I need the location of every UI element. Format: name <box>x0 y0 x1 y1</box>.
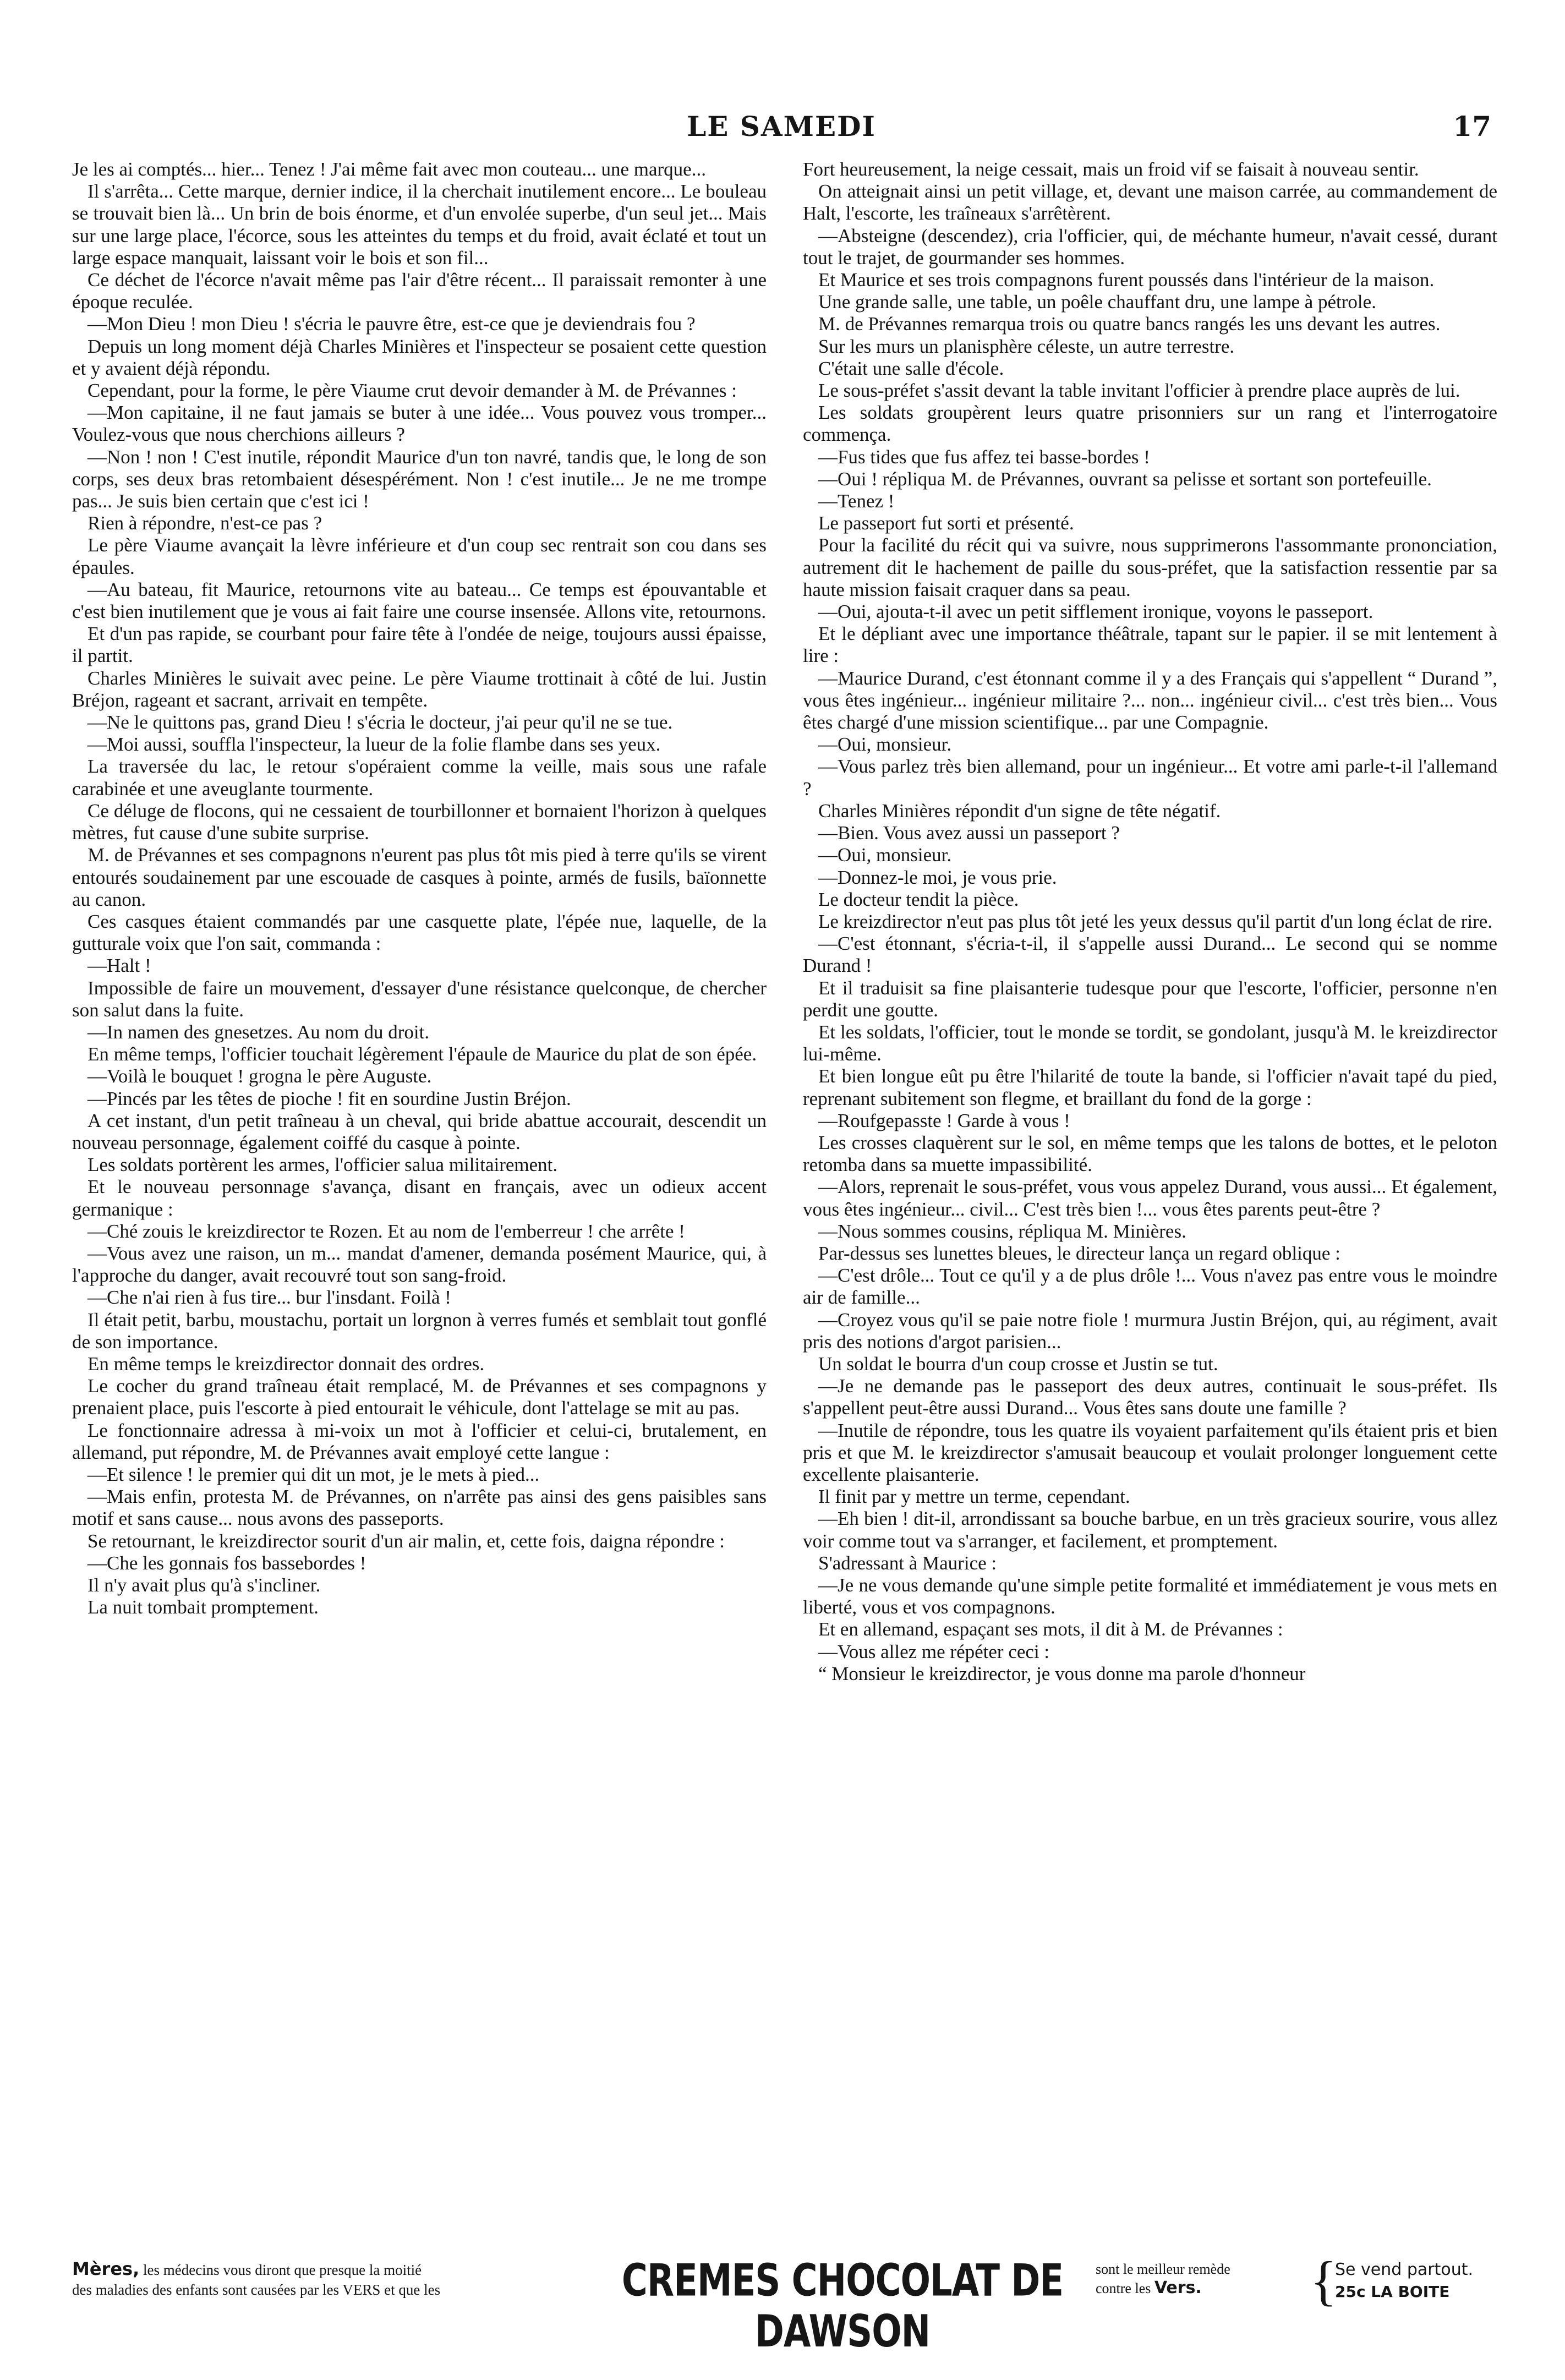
article-paragraph: Et Maurice et ses trois compagnons furent poussés dans l'intérieur de la maison. <box>818 269 1435 291</box>
article-paragraph: Cependant, pour la forme, le père Viaume crut devoir demander à M. de Prévannes : <box>87 380 737 402</box>
article-paragraph: Ce déluge de flocons, qui ne cessaient de tourbillonner et bornaient l'horizon à quelques mètres, fut cause d'une subite surprise. <box>72 800 767 844</box>
newspaper-title: LE SAMEDI <box>687 110 876 143</box>
article-paragraph: —Che n'ai rien à fus tire... bur l'insdant. Foilà ! <box>87 1287 451 1309</box>
article-paragraph: —Au bateau, fit Maurice, retournons vite au bateau... Ce temps est épouvantable et c'est bien inutilement que je vous ai fait faire une course insensée. Allons vite, retournons. <box>72 578 767 623</box>
article-paragraph: Le cocher du grand traîneau était remplacé, M. de Prévannes et ses compagnons y prenaient place, puis l'escorte à pied entourait le véhicule, dont l'attelage se mit au pas. <box>72 1375 767 1419</box>
article-paragraph: —Oui ! répliqua M. de Prévannes, ouvrant sa pelisse et sortant son portefeuille. <box>818 468 1432 490</box>
article-paragraph: Et le dépliant avec une importance théâtrale, tapant sur le papier. il se mit lentement à lire : <box>803 623 1497 667</box>
article-paragraph: —Moi aussi, souffla l'inspecteur, la lueur de la folie flambe dans ses yeux. <box>87 734 661 756</box>
ad-mid-text <box>1096 2260 1310 2298</box>
ad-left-line-1: les médecins vous diront que presque la moitié <box>143 2262 422 2278</box>
article-paragraph: Le docteur tendit la pièce. <box>818 888 1019 910</box>
article-paragraph: A cet instant, d'un petit traîneau à un cheval, qui bride abattue accourait, descendit un nouveau personnage, également coiffé du casque à pointe. <box>72 1109 767 1153</box>
article-paragraph: —Roufgepasste ! Garde à vous ! <box>818 1109 1070 1131</box>
article-paragraph: —Inutile de répondre, tous les quatre ils voyaient parfaitement qu'ils étaient pris et bien pris et que M. le kreizdirector s'amusait beaucoup et voulait prolonger longuement cette excellente plaisanterie. <box>803 1419 1497 1485</box>
article-paragraph: Les crosses claquèrent sur le sol, en même temps que les talons de bottes, et le peloton retomba dans sa muette impassibilité. <box>803 1131 1497 1176</box>
article-paragraph: S'adressant à Maurice : <box>818 1552 997 1574</box>
article-paragraph: —Mon capitaine, il ne faut jamais se buter à une idée... Vous pouvez vous tromper... Voulez-vous que nous cherchions ailleurs ? <box>72 402 767 446</box>
article-paragraph: Il finit par y mettre un terme, cependant. <box>818 1486 1130 1508</box>
article-paragraph: Et il traduisit sa fine plaisanterie tudesque pour que l'escorte, l'officier, personne n'en perdit une goutte. <box>803 977 1497 1021</box>
article-paragraph: —Mon Dieu ! mon Dieu ! s'écria le pauvre être, est-ce que je deviendrais fou ? <box>87 313 696 335</box>
article-paragraph: “ Monsieur le kreizdirector, je vous donne ma parole d'honneur <box>818 1662 1306 1684</box>
ad-mid-line-2: contre les <box>1096 2280 1151 2296</box>
article-paragraph: Depuis un long moment déjà Charles Minières et l'inspecteur se posaient cette question et y avaient déjà répondu. <box>72 335 767 379</box>
article-paragraph: Une grande salle, une table, un poêle chauffant dru, une lampe à pétrole. <box>818 291 1376 313</box>
article-paragraph: —Ché zouis le kreizdirector te Rozen. Et au nom de l'emberreur ! che arrête ! <box>87 1220 685 1242</box>
article-paragraph: Et d'un pas rapide, se courbant pour faire tête à l'ondée de neige, toujours aussi épaisse, il partit. <box>72 623 767 667</box>
article-paragraph: La nuit tombait promptement. <box>87 1596 319 1618</box>
article-paragraph: Par-dessus ses lunettes bleues, le directeur lança un regard oblique : <box>818 1242 1340 1264</box>
article-paragraph: M. de Prévannes et ses compagnons n'eurent pas plus tôt mis pied à terre qu'ils se virent entourés soudainement par une escouade de casques à pointe, armés de fusils, baïonnette au canon. <box>72 844 767 910</box>
article-paragraph: Et le nouveau personnage s'avança, disant en français, avec un odieux accent germanique : <box>72 1176 767 1220</box>
article-paragraph: Le kreizdirector n'eut pas plus tôt jeté les yeux dessus qu'il partit d'un long éclat de rire. <box>818 910 1493 932</box>
article-paragraph: Il était petit, barbu, moustachu, portait un lorgnon à verres fumés et semblait tout gonflé de son importance. <box>72 1309 767 1353</box>
article-paragraph: Charles Minières répondit d'un signe de tête négatif. <box>818 800 1221 822</box>
article-paragraph: Pour la facilité du récit qui va suivre, nous supprimerons l'assommante prononciation, autrement dit le hachement de paille du sous-préfet, que la satisfaction ressentie par sa haute mission faisait craquer dans sa peau. <box>803 534 1497 600</box>
article-paragraph: —Croyez vous qu'il se paie notre fiole ! murmura Justin Bréjon, qui, au régiment, avait pris des notions d'argot parisien... <box>803 1309 1497 1353</box>
article-paragraph: Sur les murs un planisphère céleste, un autre terrestre. <box>818 335 1235 357</box>
article-paragraph: Rien à répondre, n'est-ce pas ? <box>87 512 322 534</box>
article-paragraph: —Bien. Vous avez aussi un passeport ? <box>818 822 1120 844</box>
article-paragraph: —Je ne vous demande qu'une simple petite formalité et immédiatement je vous mets en liberté, vous et vos compagnons. <box>803 1574 1497 1618</box>
article-paragraph: —Alors, reprenait le sous-préfet, vous vous appelez Durand, vous aussi... Et également, vous êtes ingénieur... civil... C'est très bien !... vous êtes parents peut-être ? <box>803 1176 1497 1220</box>
article-paragraph: Le passeport fut sorti et présenté. <box>818 512 1074 534</box>
article-paragraph: Fort heureusement, la neige cessait, mais un froid vif se faisait à nouveau sentir. <box>803 158 1419 180</box>
article-paragraph: —Halt ! <box>87 955 151 977</box>
article-paragraph: Impossible de faire un mouvement, d'essayer d'une résistance quelconque, de chercher son salut dans la fuite. <box>72 977 767 1021</box>
article-paragraph: Le fonctionnaire adressa à mi-voix un mot à l'officier et celui-ci, brutalement, en allemand, put répondre, M. de Prévannes avait employé cette langue : <box>72 1419 767 1463</box>
ad-left-text <box>72 2259 589 2300</box>
article-paragraph: —Mais enfin, protesta M. de Prévannes, on n'arrête pas ainsi des gens paisibles sans motif et sans cause... nous avons des passeports. <box>72 1486 767 1530</box>
article-paragraph: Et les soldats, l'officier, tout le monde se tordit, se gondolant, jusqu'à M. le kreizdirector lui-même. <box>803 1021 1497 1065</box>
page-header <box>72 110 1491 149</box>
article-paragraph: —Vous avez une raison, un m... mandat d'amener, demanda posément Maurice, qui, à l'approche du danger, avait recouvré tout son sang-froid. <box>72 1242 767 1287</box>
article-paragraph: Il s'arrêta... Cette marque, dernier indice, il la cherchait inutilement encore... Le bouleau se trouvait bien là... Un brin de bois énorme, et d'un envolée superbe, d'un seul jet... Mais sur une large place, l'écorce, sous les atteintes du temps et du froid, avait éclaté et tout un large espace manquait, laissant voir le bois et son fil... <box>72 180 767 269</box>
page-number: 17 <box>1453 110 1491 143</box>
article-paragraph: Et en allemand, espaçant ses mots, il dit à M. de Prévannes : <box>818 1618 1283 1640</box>
ad-brand-name: CREMES CHOCOLAT DE DAWSON <box>621 2256 1064 2357</box>
article-paragraph: Il n'y avait plus qu'à s'incliner. <box>87 1574 321 1596</box>
article-paragraph: —C'est drôle... Tout ce qu'il y a de plus drôle !... Vous n'avez pas entre vous le moindre air de famille... <box>803 1265 1497 1309</box>
article-paragraph: Le père Viaume avançait la lèvre inférieure et d'un coup sec rentrait son cou dans ses épaules. <box>72 534 767 578</box>
article-paragraph: —Maurice Durand, c'est étonnant comme il y a des Français qui s'appellent “ Durand ”, vous êtes ingénieur... ingénieur militaire ?... non... ingénieur civil... c'est très bien... Vous êtes chargé d'une mission scientifique... par une Compagnie. <box>803 667 1497 734</box>
article-paragraph: —Che les gonnais fos bassebordes ! <box>87 1552 366 1574</box>
article-paragraph: —Fus tides que fus affez tei basse-bordes ! <box>818 446 1150 468</box>
article-paragraph: —Pincés par les têtes de pioche ! fit en sourdine Justin Bréjon. <box>87 1087 571 1109</box>
article-paragraph: Se retournant, le kreizdirector sourit d'un air malin, et, cette fois, daigna répondre : <box>87 1530 725 1552</box>
article-paragraph: —In namen des gnesetzes. Au nom du droit. <box>87 1021 430 1043</box>
article-paragraph: —Je ne demande pas le passeport des deux autres, continuait le sous-préfet. Ils s'appellent peut-être aussi Durand... Vous êtes sans doute une famille ? <box>803 1375 1497 1419</box>
article-paragraph: —Non ! non ! C'est inutile, répondit Maurice d'un ton navré, tandis que, le long de son corps, ses deux bras retombaient désespérément. Non ! c'est inutile... Je ne me trompe pas... Je suis bien certain que c'est ici ! <box>72 446 767 512</box>
ad-price: 25c LA BOITE <box>1335 2283 1450 2301</box>
article-paragraph: —Oui, ajouta-t-il avec un petit sifflement ironique, voyons le passeport. <box>818 601 1374 623</box>
ad-left-line-2: des maladies des enfants sont causées par les VERS et que les <box>72 2281 441 2298</box>
article-paragraph: C'était une salle d'école. <box>818 357 1004 379</box>
article-paragraph: La traversée du lac, le retour s'opéraient comme la veille, mais sous une rafale carabinée et une aveuglante tourmente. <box>72 756 767 800</box>
article-paragraph: Charles Minières le suivait avec peine. Le père Viaume trottinait à côté de lui. Justin Bréjon, rageant et sacrant, arrivait en tempête. <box>72 667 767 711</box>
article-paragraph: Ces casques étaient commandés par une casquette plate, l'épée nue, laquelle, de la gutturale voix que l'on sait, commanda : <box>72 910 767 955</box>
article-paragraph: —Eh bien ! dit-il, arrondissant sa bouche barbue, en un très gracieux sourire, vous allez voir comme tout va s'arranger, et facilement, et promptement. <box>803 1508 1497 1552</box>
article-paragraph: —Absteigne (descendez), cria l'officier, qui, de méchante humeur, n'avait cessé, durant tout le trajet, de gourmander ses hommes. <box>803 225 1497 269</box>
article-paragraph: Un soldat le bourra d'un coup crosse et Justin se tut. <box>818 1353 1218 1375</box>
article-paragraph: —Ne le quittons pas, grand Dieu ! s'écria le docteur, j'ai peur qu'il ne se tue. <box>87 712 673 734</box>
article-paragraph: En même temps le kreizdirector donnait des ordres. <box>87 1353 485 1375</box>
dawson-advertisement <box>72 2250 1497 2357</box>
ad-brace-divider: { <box>1310 2250 1337 2311</box>
ad-word-meres: Mères, <box>72 2258 140 2279</box>
article-paragraph: —Nous sommes cousins, répliqua M. Minières. <box>818 1220 1186 1242</box>
article-paragraph: —Et silence ! le premier qui dit un mot, je le mets à pied... <box>87 1463 540 1485</box>
article-paragraph: —Oui, monsieur. <box>818 844 952 866</box>
article-paragraph: —C'est étonnant, s'écria-t-il, il s'appelle aussi Durand... Le second qui se nomme Durand ! <box>803 933 1497 977</box>
article-paragraph: M. de Prévannes remarqua trois ou quatre bancs rangés les uns devant les autres. <box>818 313 1441 335</box>
article-paragraph: —Voilà le bouquet ! grogna le père Auguste. <box>87 1065 432 1087</box>
article-paragraph: Les soldats groupèrent leurs quatre prisonniers sur un rang et l'interrogatoire commença. <box>803 402 1497 446</box>
article-paragraph: Les soldats portèrent les armes, l'officier salua militairement. <box>87 1154 558 1176</box>
article-paragraph: En même temps, l'officier touchait légèrement l'épaule de Maurice du plat de son épée. <box>87 1043 757 1065</box>
article-paragraph: —Vous parlez très bien allemand, pour un ingénieur... Et votre ami parle-t-il l'allemand ? <box>803 756 1497 800</box>
ad-word-vers: Vers. <box>1154 2278 1202 2297</box>
right-text-column <box>803 158 1497 2233</box>
article-paragraph: —Tenez ! <box>818 490 895 512</box>
article-paragraph: Je les ai comptés... hier... Tenez ! J'ai même fait avec mon couteau... une marque... <box>72 158 706 180</box>
article-paragraph: —Donnez-le moi, je vous prie. <box>818 866 1057 888</box>
article-paragraph: On atteignait ainsi un petit village, et, devant une maison carrée, au commandement de Halt, l'escorte, les traîneaux s'arrêtèrent. <box>803 180 1497 225</box>
ad-mid-line-1: sont le meilleur remède <box>1096 2261 1230 2277</box>
article-paragraph: —Vous allez me répéter ceci : <box>818 1640 1050 1662</box>
article-paragraph: Et bien longue eût pu être l'hilarité de toute la bande, si l'officier n'avait tapé du pied, reprenant subitement son flegme, et braillant du fond de la gorge : <box>803 1065 1497 1109</box>
ad-right-text <box>1335 2259 1500 2303</box>
ad-sold-everywhere: Se vend partout. <box>1335 2260 1474 2279</box>
left-text-column <box>72 158 767 2233</box>
article-paragraph: —Oui, monsieur. <box>818 734 952 756</box>
article-paragraph: Le sous-préfet s'assit devant la table invitant l'officier à prendre place auprès de lui. <box>818 380 1460 402</box>
article-paragraph: Ce déchet de l'écorce n'avait même pas l'air d'être récent... Il paraissait remonter à une époque reculée. <box>72 269 767 313</box>
